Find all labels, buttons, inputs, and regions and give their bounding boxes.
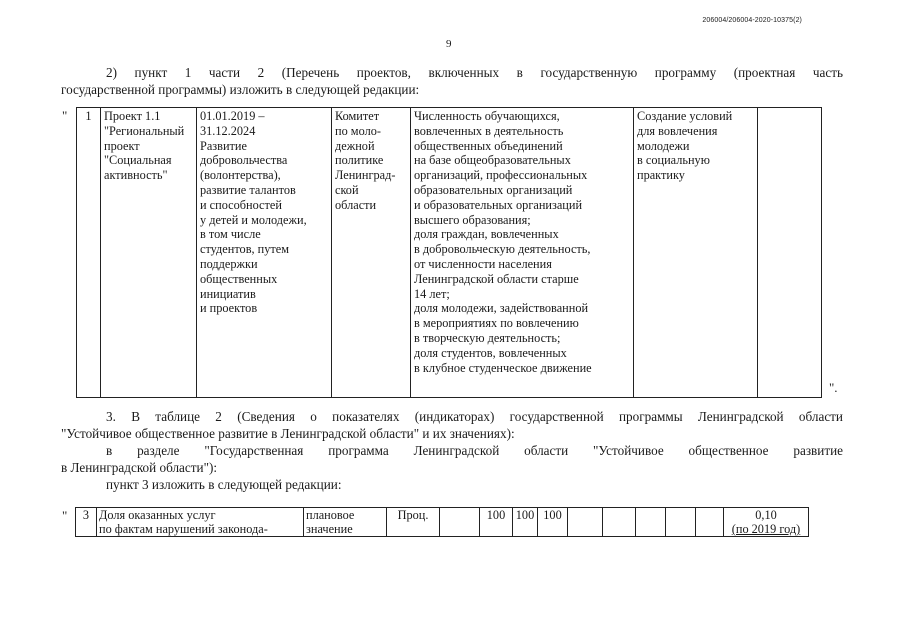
table-cell-indicators: Численность обучающихся, вовлеченных в деятельность общественных объединений на базе общеобразовательных организаций, профессиональных образовательных организаций и образовательных организаций высшего образования; доля граждан, вовлеченных в добровольческую деятельность, от численности населения Ленинградской области старше 14 лет; доля молодежи, задействованной в мероприятиях по вовлечению в творческую деятельность; доля студентов, вовлеченных в клубное студенческое движение	[411, 108, 634, 398]
table-cell-value	[440, 508, 480, 537]
paragraph-3-line-2: "Устойчивое общественное развитие в Ленинградской области" и их значениях):	[61, 426, 515, 441]
paragraph-3-line-4: в Ленинградской области"):	[61, 460, 218, 475]
table1-open-quote: "	[62, 108, 68, 123]
table-cell-base-value: 0,10 (по 2019 год)	[724, 508, 809, 537]
table-cell-period-description: 01.01.2019 – 31.12.2024 Развитие добровольчества (волонтерства), развитие талантов и способностей у детей и молодежи, в том числе студентов, путем поддержки общественных инициатив и проектов	[197, 108, 332, 398]
indicators-table	[75, 507, 809, 537]
paragraph-3-line-1: 3. В таблице 2 (Сведения о показателях (индикаторах) государственной программы Ленинградской области	[106, 409, 843, 424]
paragraph-2-line-1: 2) пункт 1 части 2 (Перечень проектов, включенных в государственную программу (проектная часть	[106, 65, 843, 80]
base-year-label: (по 2019 год)	[731, 522, 801, 536]
table-cell-indicator-name: Доля оказанных услуг по фактам нарушений законода-	[97, 508, 304, 537]
table-cell-value	[696, 508, 724, 537]
table-cell-value: 100	[538, 508, 568, 537]
table-cell-value	[603, 508, 636, 537]
table-cell-value-type: плановое значение	[304, 508, 387, 537]
table-row	[76, 508, 809, 537]
table2-open-quote: "	[62, 508, 68, 523]
table-row	[77, 108, 822, 398]
paragraph-2-line-2: государственной программы) изложить в следующей редакции:	[61, 82, 420, 97]
table-cell-unit: Проц.	[387, 508, 440, 537]
document-id: 206004/206004-2020-10375(2)	[702, 17, 802, 24]
table-cell-number: 1	[77, 108, 101, 398]
table-cell-goal: Создание условий для вовлечения молодежи в социальную практику	[634, 108, 758, 398]
paragraph-3-line-5: пункт 3 изложить в следующей редакции:	[106, 477, 342, 492]
projects-table	[76, 107, 822, 398]
table-cell-value: 100	[513, 508, 538, 537]
table1-close-quote: ".	[829, 380, 838, 395]
table-cell-executor: Комитет по моло- дежной политике Ленинград- ской области	[332, 108, 411, 398]
table-cell-value: 100	[480, 508, 513, 537]
table-cell-number: 3	[76, 508, 97, 537]
table-cell-value	[636, 508, 666, 537]
page-number: 9	[446, 38, 452, 50]
table-cell-project: Проект 1.1 "Региональный проект "Социальная активность"	[101, 108, 197, 398]
table-cell-value	[666, 508, 696, 537]
table-cell-empty	[758, 108, 822, 398]
paragraph-3-line-3: в разделе "Государственная программа Ленинградской области "Устойчивое общественное развитие	[106, 443, 843, 458]
table-cell-value	[568, 508, 603, 537]
